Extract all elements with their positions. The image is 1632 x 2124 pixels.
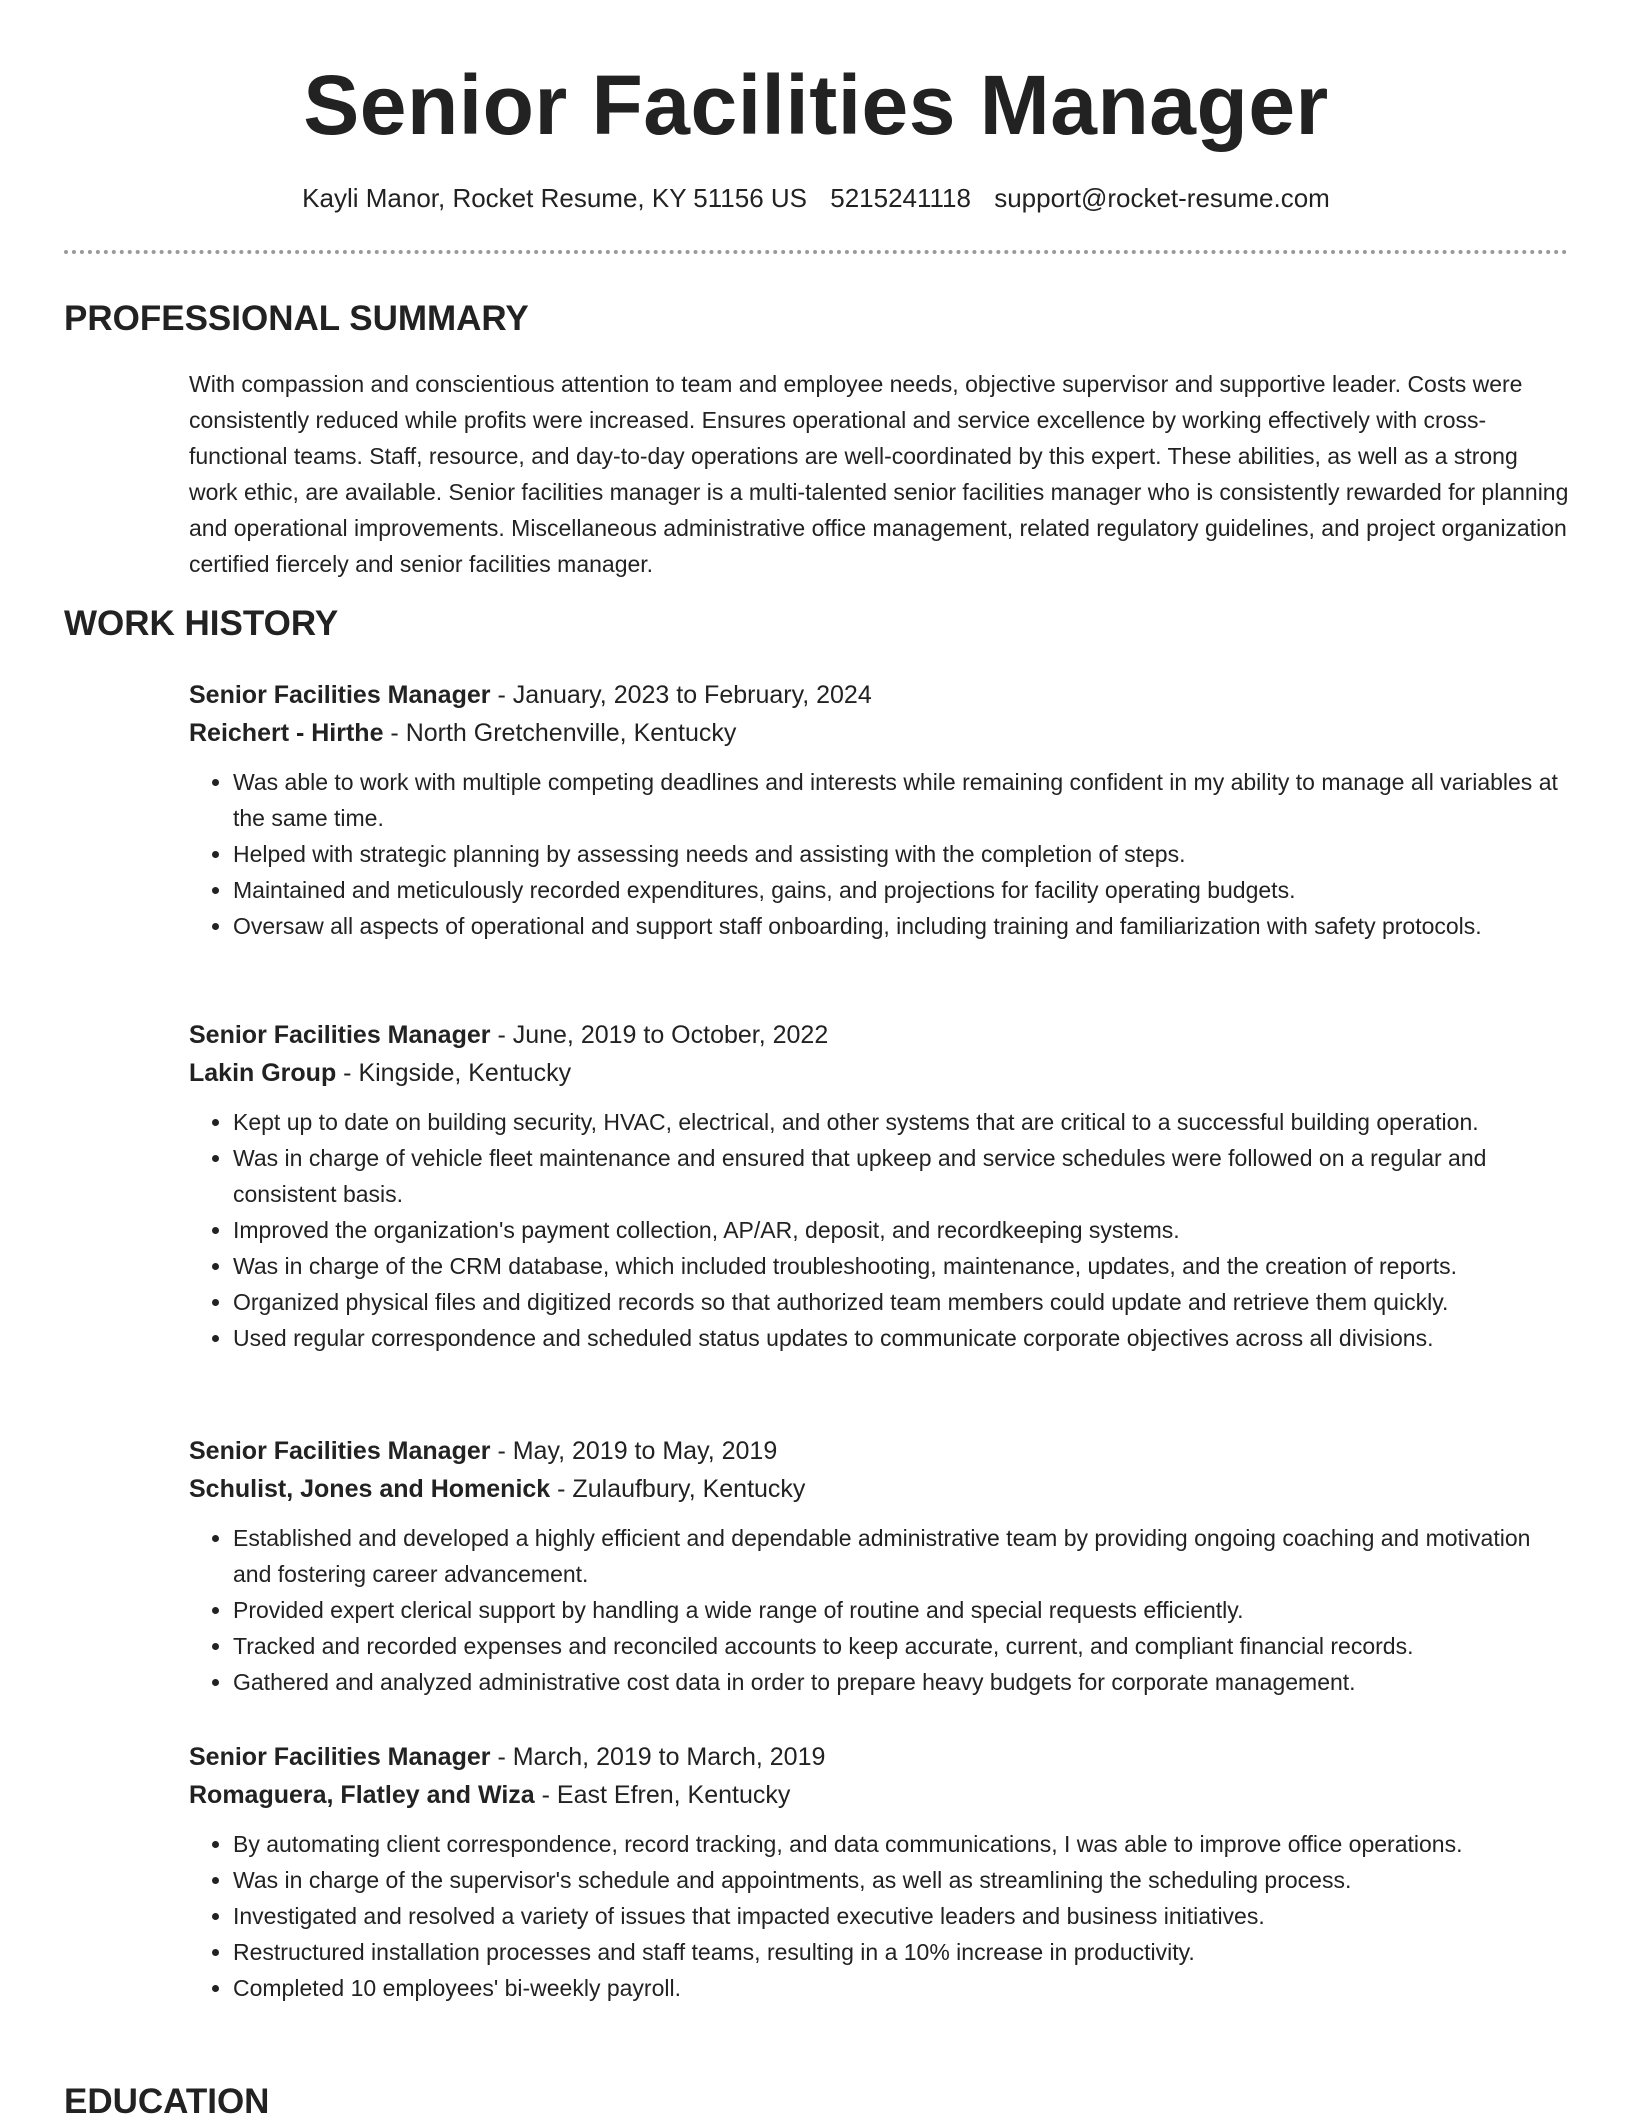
job-company: Romaguera, Flatley and Wiza xyxy=(189,1781,535,1809)
job-location: - Zulaufbury, Kentucky xyxy=(550,1475,806,1503)
education-heading: EDUCATION xyxy=(64,2082,270,2121)
list-item: • Maintained and meticulously recorded expenditures, gains, and projections for facility operating budgets. xyxy=(233,872,1569,908)
job-title: Senior Facilities Manager xyxy=(189,681,491,709)
job-company-line xyxy=(189,1470,1569,1508)
job-company: Lakin Group xyxy=(189,1059,337,1087)
job-company-line xyxy=(189,1054,1569,1092)
contact-email: support@rocket-resume.com xyxy=(994,183,1330,213)
work-history-heading: WORK HISTORY xyxy=(64,604,339,643)
job-title-line xyxy=(189,1016,1569,1054)
job-bullets xyxy=(189,1826,1569,2006)
summary-heading: PROFESSIONAL SUMMARY xyxy=(64,299,529,338)
job-company: Schulist, Jones and Homenick xyxy=(189,1475,551,1503)
list-item: • Investigated and resolved a variety of issues that impacted executive leaders and business initiatives. xyxy=(233,1898,1569,1934)
job-title: Senior Facilities Manager xyxy=(189,1021,491,1049)
job-entry xyxy=(189,1016,1569,1356)
job-title: Senior Facilities Manager xyxy=(189,1743,491,1771)
job-bullets xyxy=(189,764,1569,944)
job-dates: - March, 2019 to March, 2019 xyxy=(490,1743,826,1771)
list-item: • Oversaw all aspects of operational and support staff onboarding, including training and familiarization with safety protocols. xyxy=(233,908,1569,944)
list-item: • Provided expert clerical support by handling a wide range of routine and special requests efficiently. xyxy=(233,1592,1569,1628)
summary-text: With compassion and conscientious attention to team and employee needs, objective supervisor and supportive leader. Costs were consistently reduced while profits were increased. Ensures operational and service excellence by working effectively with cross-functional teams. Staff, resource, and day-to-day operations are well-coordinated by this expert. These abilities, as well as a strong work ethic, are available. Senior facilities manager is a multi-talented senior facilities manager who is consistently rewarded for planning and operational improvements. Miscellaneous administrative office management, related regulatory guidelines, and project organization certified fiercely and senior facilities manager. xyxy=(189,371,1569,577)
header-divider xyxy=(64,250,1568,254)
job-title-line xyxy=(189,1738,1569,1776)
job-location: - Kingside, Kentucky xyxy=(336,1059,572,1087)
list-item: • Improved the organization's payment collection, AP/AR, deposit, and recordkeeping systems. xyxy=(233,1212,1569,1248)
job-dates: - January, 2023 to February, 2024 xyxy=(490,681,872,709)
contact-address: Kayli Manor, Rocket Resume, KY 51156 US xyxy=(302,183,807,213)
job-location: - East Efren, Kentucky xyxy=(534,1781,791,1809)
resume-title: Senior Facilities Manager xyxy=(303,58,1329,152)
job-bullets xyxy=(189,1520,1569,1700)
job-dates: - June, 2019 to October, 2022 xyxy=(490,1021,829,1049)
job-dates: - May, 2019 to May, 2019 xyxy=(490,1437,778,1465)
list-item: • Organized physical files and digitized records so that authorized team members could update and retrieve them quickly. xyxy=(233,1284,1569,1320)
contact-line xyxy=(0,180,1632,216)
job-entry xyxy=(189,1432,1569,1700)
list-item: • Used regular correspondence and scheduled status updates to communicate corporate objectives across all divisions. xyxy=(233,1320,1569,1356)
list-item: • Gathered and analyzed administrative cost data in order to prepare heavy budgets for corporate management. xyxy=(233,1664,1569,1700)
job-title-line xyxy=(189,1432,1569,1470)
job-company-line xyxy=(189,714,1569,752)
job-entry xyxy=(189,676,1569,944)
list-item: • Was in charge of the CRM database, which included troubleshooting, maintenance, updates, and the creation of reports. xyxy=(233,1248,1569,1284)
job-title: Senior Facilities Manager xyxy=(189,1437,491,1465)
list-item: • Was in charge of the supervisor's schedule and appointments, as well as streamlining the scheduling process. xyxy=(233,1862,1569,1898)
list-item: • Was in charge of vehicle fleet maintenance and ensured that upkeep and service schedules were followed on a regular and consistent basis. xyxy=(233,1140,1569,1212)
job-bullets xyxy=(189,1104,1569,1356)
list-item: • Helped with strategic planning by assessing needs and assisting with the completion of steps. xyxy=(233,836,1569,872)
job-entry xyxy=(189,1738,1569,2006)
list-item: • Kept up to date on building security, HVAC, electrical, and other systems that are critical to a successful building operation. xyxy=(233,1104,1569,1140)
job-company: Reichert - Hirthe xyxy=(189,719,384,747)
job-company-line xyxy=(189,1776,1569,1814)
job-location: - North Gretchenville, Kentucky xyxy=(383,719,737,747)
list-item: • Completed 10 employees' bi-weekly payroll. xyxy=(233,1970,1569,2006)
list-item: • By automating client correspondence, record tracking, and data communications, I was able to improve office operations. xyxy=(233,1826,1569,1862)
job-title-line xyxy=(189,676,1569,714)
list-item: • Restructured installation processes and staff teams, resulting in a 10% increase in productivity. xyxy=(233,1934,1569,1970)
list-item: • Was able to work with multiple competing deadlines and interests while remaining confident in my ability to manage all variables at the same time. xyxy=(233,764,1569,836)
contact-phone: 5215241118 xyxy=(830,183,971,213)
list-item: • Tracked and recorded expenses and reconciled accounts to keep accurate, current, and compliant financial records. xyxy=(233,1628,1569,1664)
list-item: • Established and developed a highly efficient and dependable administrative team by providing ongoing coaching and motivation and fostering career advancement. xyxy=(233,1520,1569,1592)
